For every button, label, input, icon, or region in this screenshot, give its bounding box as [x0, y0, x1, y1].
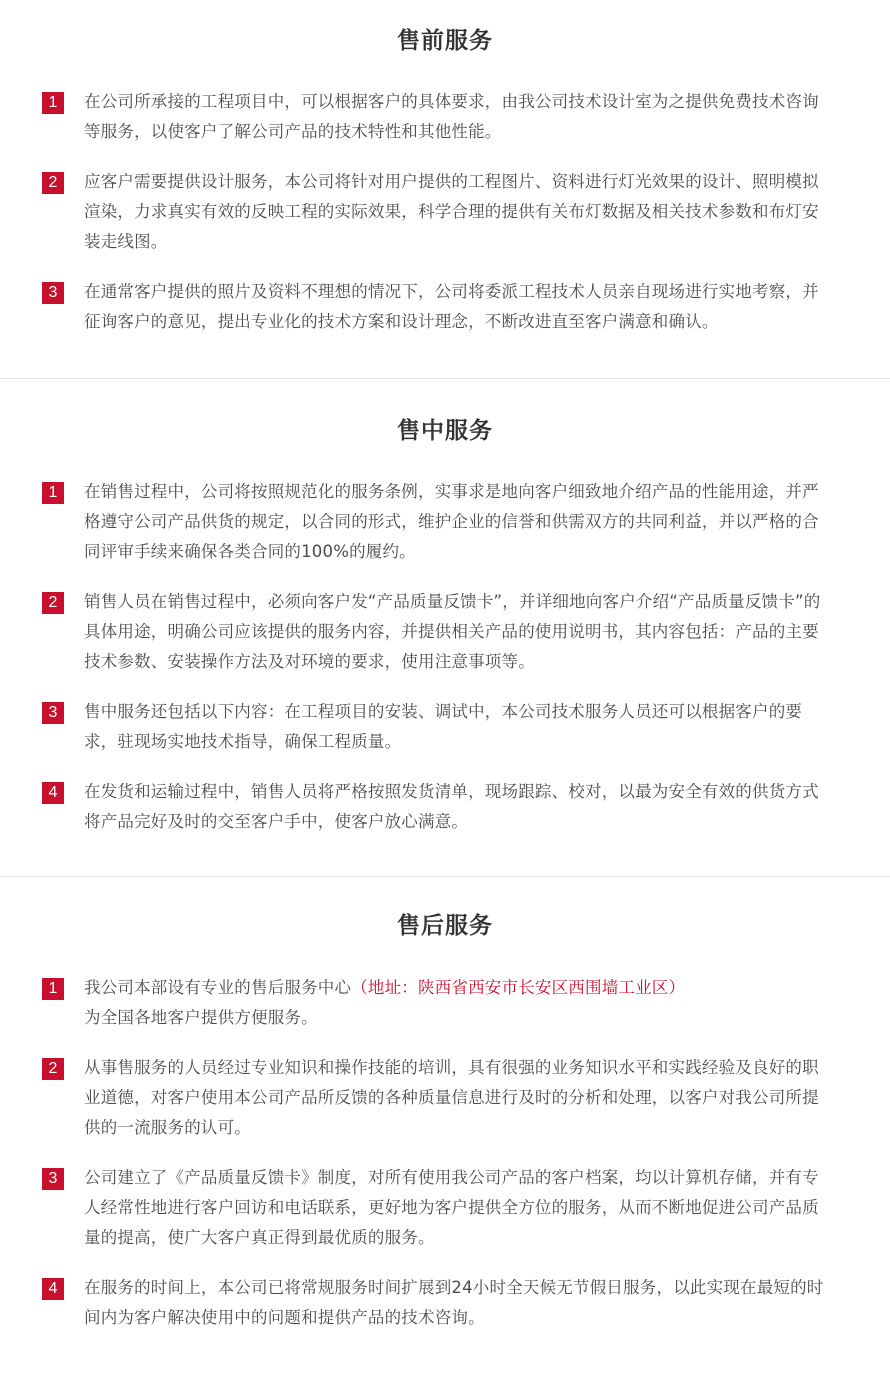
after-sales-item-2 [42, 1053, 832, 1143]
after-sales-item-3 [42, 1163, 832, 1253]
item-number-badge: 2 [42, 592, 64, 614]
item-text-before: 我公司本部设有专业的售后服务中心 [84, 978, 352, 997]
item-number-badge: 1 [42, 978, 64, 1000]
item-text: 在通常客户提供的照片及资料不理想的情况下，公司将委派工程技术人员亲自现场进行实地考察，并征询客户的意见，提出专业化的技术方案和设计理念，不断改进直至客户满意和确认。 [84, 282, 819, 331]
pre-sales-item-2 [42, 167, 832, 257]
item-text: 销售人员在销售过程中，必须向客户发“产品质量反馈卡”，并详细地向客户介绍“产品质量反馈卡”的具体用途，明确公司应该提供的服务内容，并提供相关产品的使用说明书，其内容包括：产品的主要技术参数、安装操作方法及对环境的要求，使用注意事项等。 [84, 592, 821, 671]
after-sales-section [0, 876, 890, 1373]
item-number-badge: 3 [42, 1168, 64, 1190]
item-text [84, 973, 832, 1033]
item-number-badge: 4 [42, 1278, 64, 1300]
item-text: 售中服务还包括以下内容：在工程项目的安装、调试中，本公司技术服务人员还可以根据客户的要求，驻现场实地技术指导，确保工程质量。 [84, 702, 803, 751]
mid-sales-title: 售中服务 [397, 418, 493, 444]
mid-sales-item-1 [42, 477, 832, 567]
item-number-badge: 3 [42, 282, 64, 304]
pre-sales-item-1 [42, 87, 832, 147]
item-number-badge: 2 [42, 1058, 64, 1080]
item-number-badge: 2 [42, 172, 64, 194]
item-text: 应客户需要提供设计服务，本公司将针对用户提供的工程图片、资料进行灯光效果的设计、照明模拟渲染，力求真实有效的反映工程的实际效果，科学合理的提供有关布灯数据及相关技术参数和布灯安装走线图。 [84, 172, 819, 251]
item-text: 在销售过程中，公司将按照规范化的服务条例，实事求是地向客户细致地介绍产品的性能用途，并严格遵守公司产品供货的规定，以合同的形式，维护企业的信誉和供需双方的共同利益，并以严格的合同评审手续来确保各类合同的100%的履约。 [84, 482, 819, 561]
after-sales-title: 售后服务 [397, 913, 493, 939]
mid-sales-item-4 [42, 777, 832, 837]
item-number-badge: 1 [42, 92, 64, 114]
mid-sales-item-2 [42, 587, 832, 677]
item-text: 从事售服务的人员经过专业知识和操作技能的培训，具有很强的业务知识水平和实践经验及良好的职业道德，对客户使用本公司产品所反馈的各种质量信息进行及时的分析和处理，以客户对我公司所提供的一流服务的认可。 [84, 1058, 819, 1137]
item-text: 在公司所承接的工程项目中，可以根据客户的具体要求，由我公司技术设计室为之提供免费技术咨询等服务，以使客户了解公司产品的技术特性和其他性能。 [84, 92, 819, 141]
item-number-badge: 4 [42, 782, 64, 804]
item-text: 在服务的时间上，本公司已将常规服务时间扩展到24小时全天候无节假日服务，以此实现在最短的时间内为客户解决使用中的问题和提供产品的技术咨询。 [84, 1278, 824, 1327]
pre-sales-section [0, 0, 890, 378]
address-highlight: （地址：陕西省西安市长安区西围墙工业区） [351, 978, 686, 997]
after-sales-item-4 [42, 1273, 832, 1333]
mid-sales-item-3 [42, 697, 832, 757]
item-text: 公司建立了《产品质量反馈卡》制度，对所有使用我公司产品的客户档案，均以计算机存储，并有专人经常性地进行客户回访和电话联系，更好地为客户提供全方位的服务，从而不断地促进公司产品质量的提高，使广大客户真正得到最优质的服务。 [84, 1168, 819, 1247]
item-text: 在发货和运输过程中，销售人员将严格按照发货清单，现场跟踪、校对，以最为安全有效的供货方式将产品完好及时的交至客户手中，使客户放心满意。 [84, 782, 819, 831]
after-sales-item-1 [42, 973, 832, 1033]
item-number-badge: 3 [42, 702, 64, 724]
pre-sales-item-3 [42, 277, 832, 337]
item-text-after: 为全国各地客户提供方便服务。 [84, 1008, 318, 1027]
item-number-badge: 1 [42, 482, 64, 504]
pre-sales-title: 售前服务 [397, 28, 493, 54]
mid-sales-section [0, 378, 890, 876]
